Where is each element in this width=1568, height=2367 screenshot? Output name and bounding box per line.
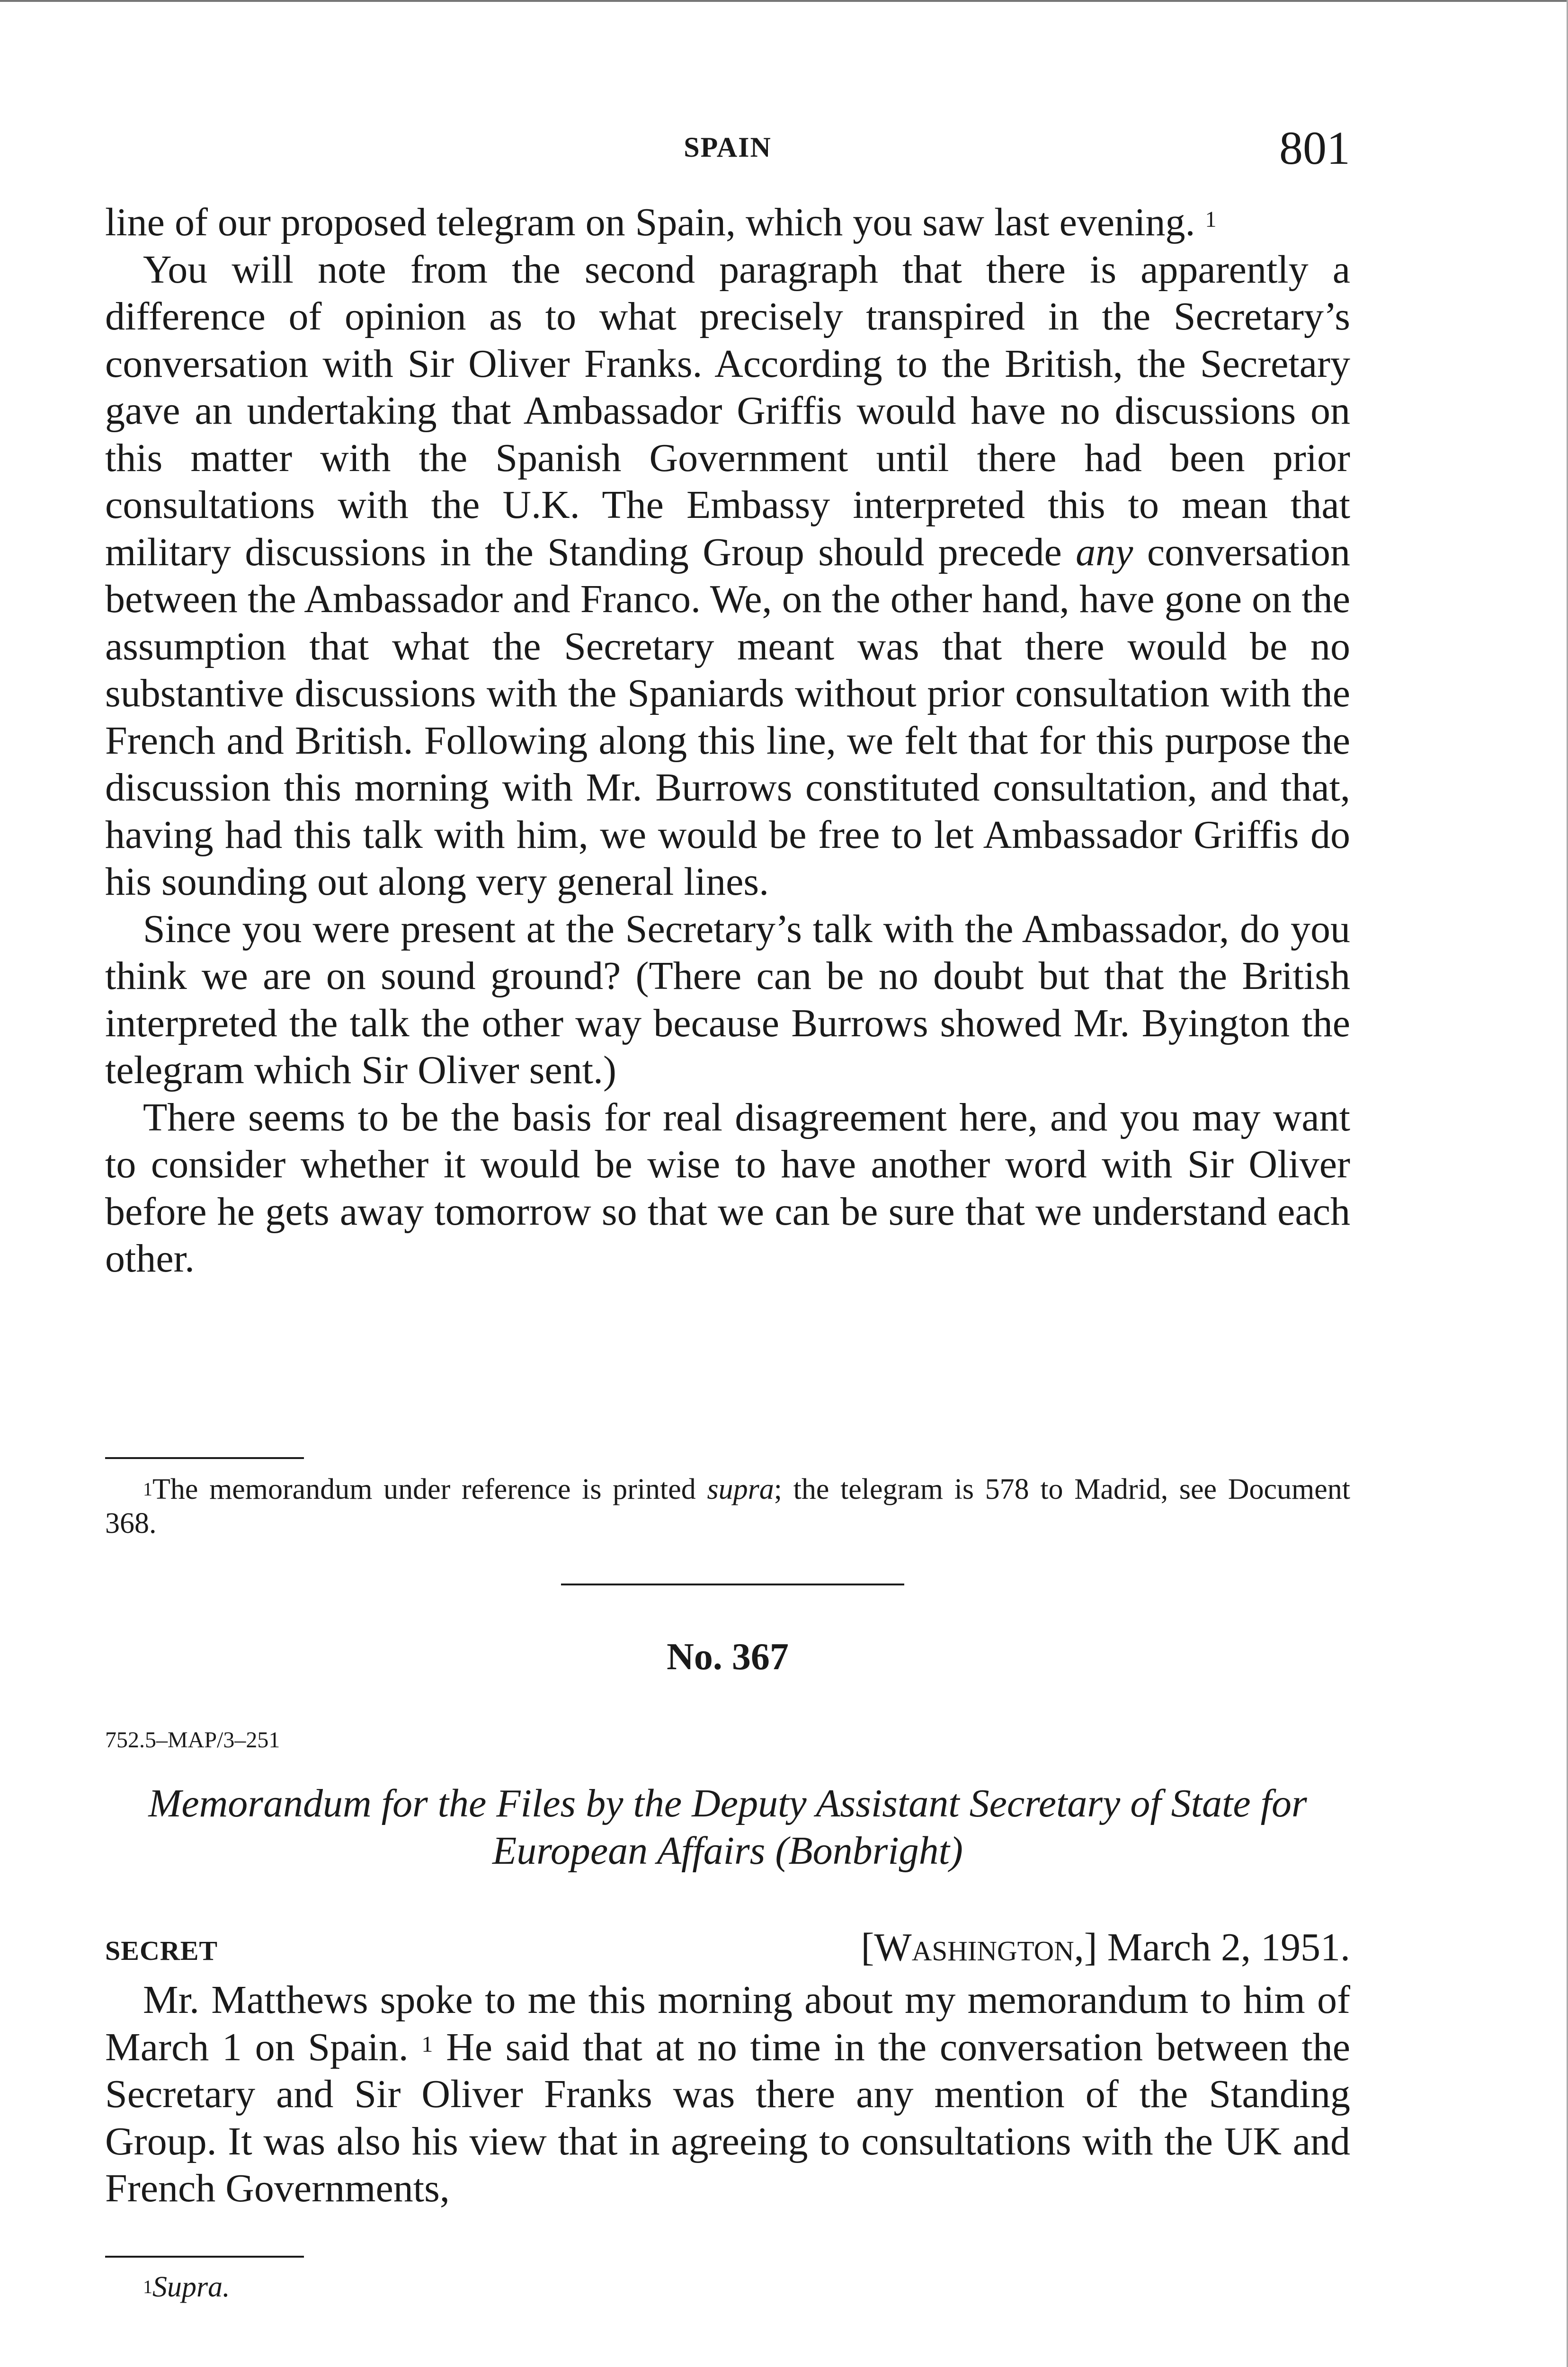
page-header xyxy=(105,121,1350,173)
footnote-1 xyxy=(105,1472,1350,1540)
dateline xyxy=(861,1924,1350,1970)
continued-memorandum-text xyxy=(105,199,1350,1282)
document-number: No. 367 xyxy=(667,1636,789,1678)
paragraph-4: There seems to be the basis for real disagreement here, and you may want to consider whether it would be wise to have another word with Sir Oliver before he gets away tomorrow so that we can be sure that we understand each other. xyxy=(105,1095,1350,1281)
paragraph-2-text-a: You will note from the second paragraph that there is apparently a difference of opinion as to what precisely transpired in the Secretary’s conversation with Sir Oliver Franks. According to the British, the Secretary gave an undertaking that Ambassador Griffis would have no discussions on this matter with the Spanish Government until there had been prior consultations with the U.K. The Embassy interpreted this to mean that military discussions in the Standing Group should precede xyxy=(105,247,1350,574)
file-number: 752.5–MAP/3–251 xyxy=(105,1727,280,1753)
footnote-reference: 1 xyxy=(421,2031,433,2057)
memorandum-paragraph-1 xyxy=(105,1976,1350,2212)
footnote-2-text: Supra. xyxy=(152,2271,230,2303)
footnote-2 xyxy=(105,2270,1350,2304)
running-head: SPAIN xyxy=(684,132,772,163)
footnote-divider xyxy=(105,1457,304,1459)
footnote-1-text-a: The memorandum under reference is printed xyxy=(152,1473,696,1505)
dateline-date: March 2, 1951. xyxy=(1107,1925,1350,1969)
document-title: Memorandum for the Files by the Deputy Assistant Secretary of State for European Affairs (Bonbright) xyxy=(148,1781,1307,1873)
footnote-reference: 1 xyxy=(1205,207,1217,232)
memorandum-paragraph-1-text-b: He said that at no time in the conversation between the Secretary and Sir Oliver Franks was there any mention of the Standing Group. It was also his view that in agreeing to consultations with the UK and French Governments, xyxy=(105,2025,1351,2210)
paragraph-2-emphasis: any xyxy=(1076,530,1133,574)
scan-top-edge xyxy=(0,0,1568,2)
paragraph-2-text-b: conversation between the Ambassador and Franco. We, on the other hand, have gone on the assumption that what the Secretary meant was that there would be no substantive discussions with the Spaniards without prior consultation with the French and British. Following along this line, we felt that for this purpose the discussion this morning with Mr. Burrows constituted consultation, and that, having had this talk with him, we would be free to let Ambassador Griffis do his sounding out along very general lines. xyxy=(105,530,1351,904)
paragraph-3: Since you were present at the Secretary’s talk with the Ambassador, do you think we are on sound ground? (There can be no doubt but that the British interpreted the talk the other way because Burrows showed Mr. Byington the telegram which Sir Oliver sent.) xyxy=(105,907,1350,1092)
paragraph-1 xyxy=(105,199,1350,246)
footnote-2-mark: 1 xyxy=(143,2276,152,2297)
memorandum-paragraph-1-text-a: Mr. Matthews spoke to me this morning about my memorandum to him of March 1 on Spain. xyxy=(105,1978,1350,2069)
footnote-1-emphasis: supra xyxy=(707,1473,774,1505)
dateline-place: [Washington,] xyxy=(861,1925,1097,1969)
page-number: 801 xyxy=(1279,122,1350,174)
section-divider xyxy=(561,1584,904,1585)
paragraph-1-text: line of our proposed telegram on Spain, which you saw last evening. xyxy=(105,200,1195,244)
memorandum-text xyxy=(105,1976,1350,2212)
paragraph-2 xyxy=(105,246,1350,906)
document-meta-line xyxy=(105,1924,1350,1972)
classification-label: SECRET xyxy=(105,1935,218,1966)
footnote-1-text-b: ; the telegram is 578 to Madrid, see Document 368. xyxy=(105,1473,1351,1539)
footnote-divider-2 xyxy=(105,2256,304,2258)
footnote-1-mark: 1 xyxy=(143,1478,152,1500)
